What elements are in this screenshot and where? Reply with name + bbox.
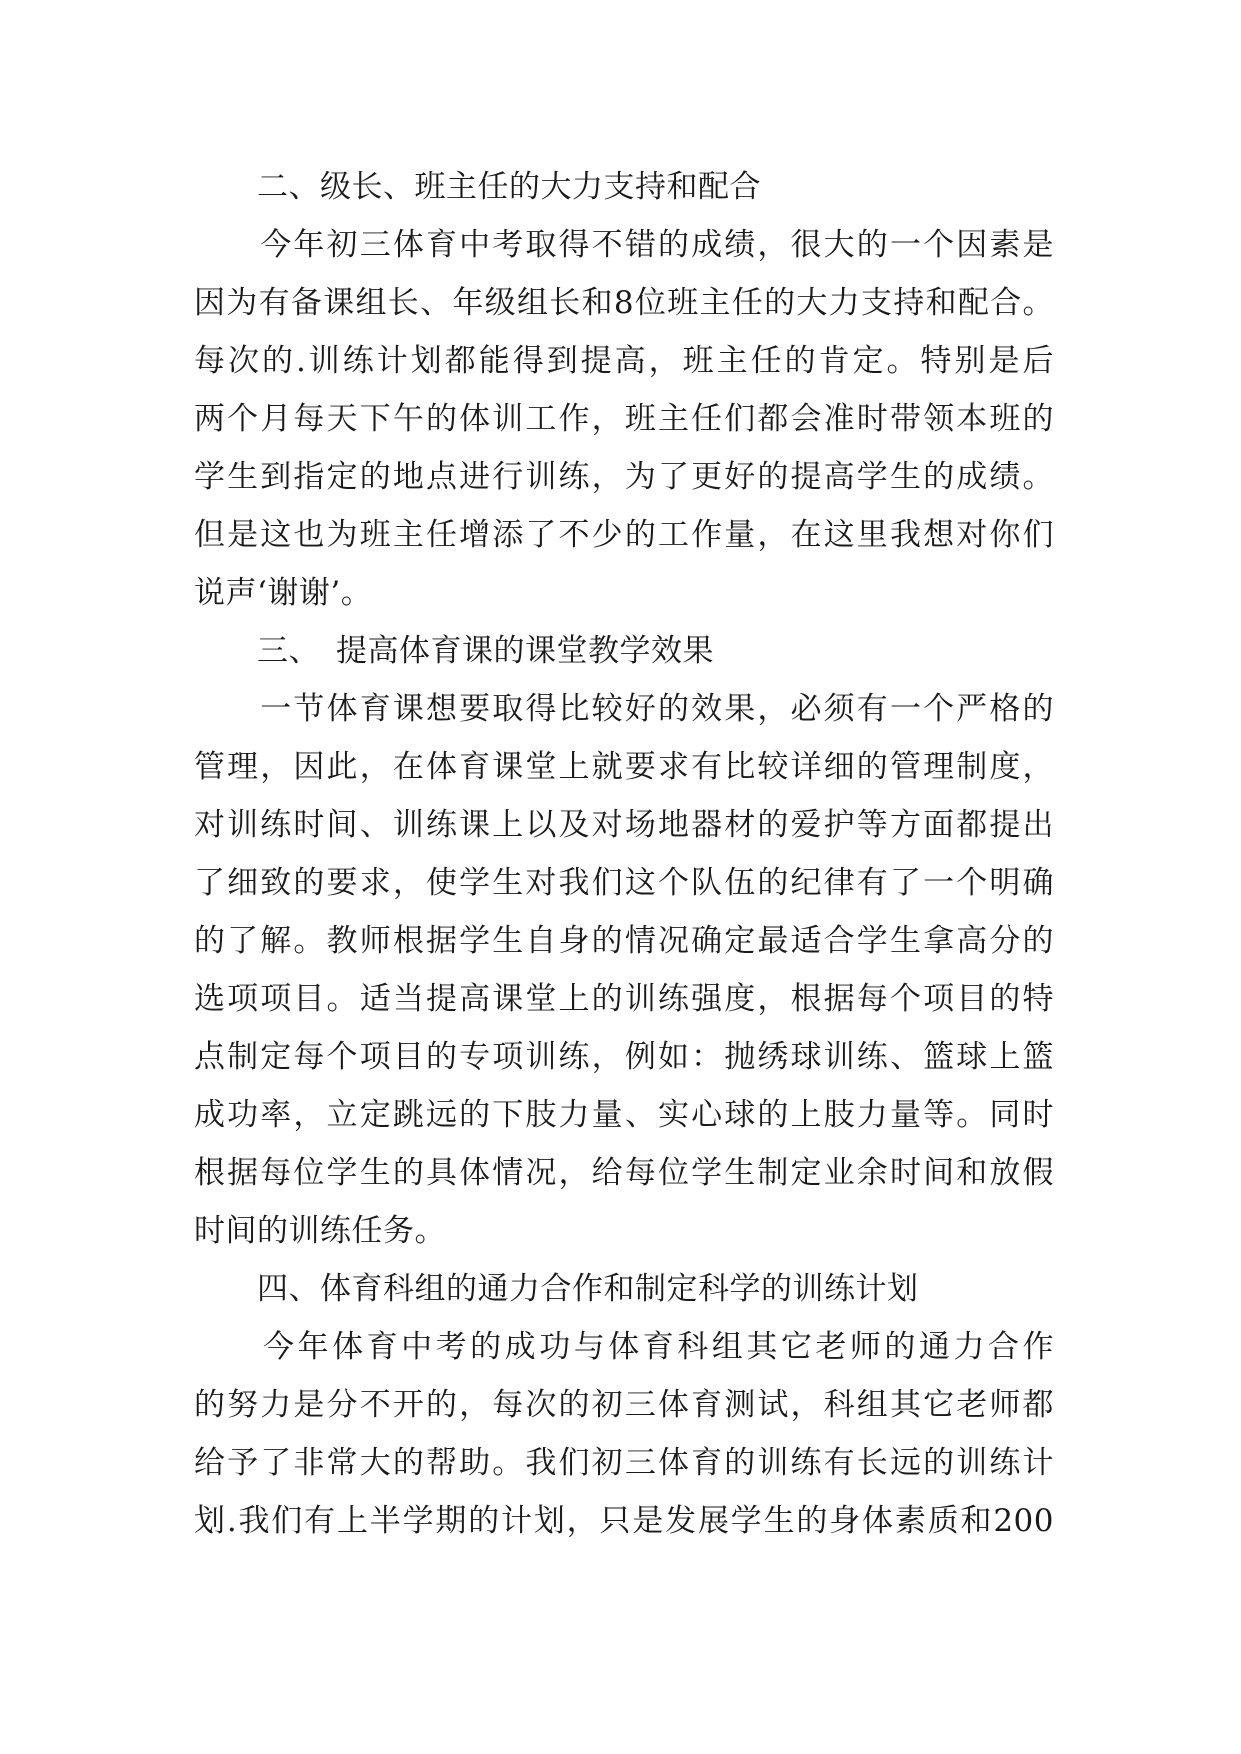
text-line: 说声‘谢谢’。 [194, 575, 373, 611]
text-line: 时间的训练任务。 [194, 1213, 446, 1249]
text-line: 学生到指定的地点进行训练，为了更好的提高学生的成绩。 [194, 459, 1054, 495]
text-line: 一节体育课想要取得比较好的效果，必须有一个严格的 [194, 691, 1054, 727]
text-line: 管理，因此，在体育课堂上就要求有比较详细的管理制度， [194, 749, 1054, 785]
text-line: 三、 提高体育课的课堂教学效果 [194, 633, 714, 669]
text-line: 划.我们有上半学期的计划，只是发展学生的身体素质和200 [194, 1503, 1054, 1539]
text-line: 给予了非常大的帮助。我们初三体育的训练有长远的训练计 [194, 1445, 1054, 1481]
text-line: 点制定每个项目的专项训练，例如：抛绣球训练、篮球上篮 [194, 1039, 1054, 1075]
text-line: 两个月每天下午的体训工作，班主任们都会准时带领本班的 [194, 401, 1054, 437]
text-line: 但是这也为班主任增添了不少的工作量，在这里我想对你们 [194, 517, 1054, 553]
text-line: 成功率，立定跳远的下肢力量、实心球的上肢力量等。同时 [194, 1097, 1054, 1133]
text-line: 对训练时间、训练课上以及对场地器材的爱护等方面都提出 [194, 807, 1054, 843]
text-line: 的了解。教师根据学生自身的情况确定最适合学生拿高分的 [194, 923, 1054, 959]
text-line: 了细致的要求，使学生对我们这个队伍的纪律有了一个明确 [194, 865, 1054, 901]
text-line: 因为有备课组长、年级组长和8位班主任的大力支持和配合。 [194, 285, 1054, 321]
text-line: 今年体育中考的成功与体育科组其它老师的通力合作 [194, 1329, 1054, 1365]
text-line: 的努力是分不开的，每次的初三体育测试，科组其它老师都 [194, 1387, 1054, 1423]
text-line: 根据每位学生的具体情况，给每位学生制定业余时间和放假 [194, 1155, 1054, 1191]
text-line: 今年初三体育中考取得不错的成绩，很大的一个因素是 [194, 227, 1054, 263]
text-line: 四、体育科组的通力合作和制定科学的训练计划 [194, 1271, 919, 1307]
text-line: 二、级长、班主任的大力支持和配合 [194, 169, 761, 205]
text-line: 每次的.训练计划都能得到提高，班主任的肯定。特别是后 [194, 343, 1054, 379]
document-body [194, 158, 1054, 1550]
text-line: 选项项目。适当提高课堂上的训练强度，根据每个项目的特 [194, 981, 1054, 1017]
